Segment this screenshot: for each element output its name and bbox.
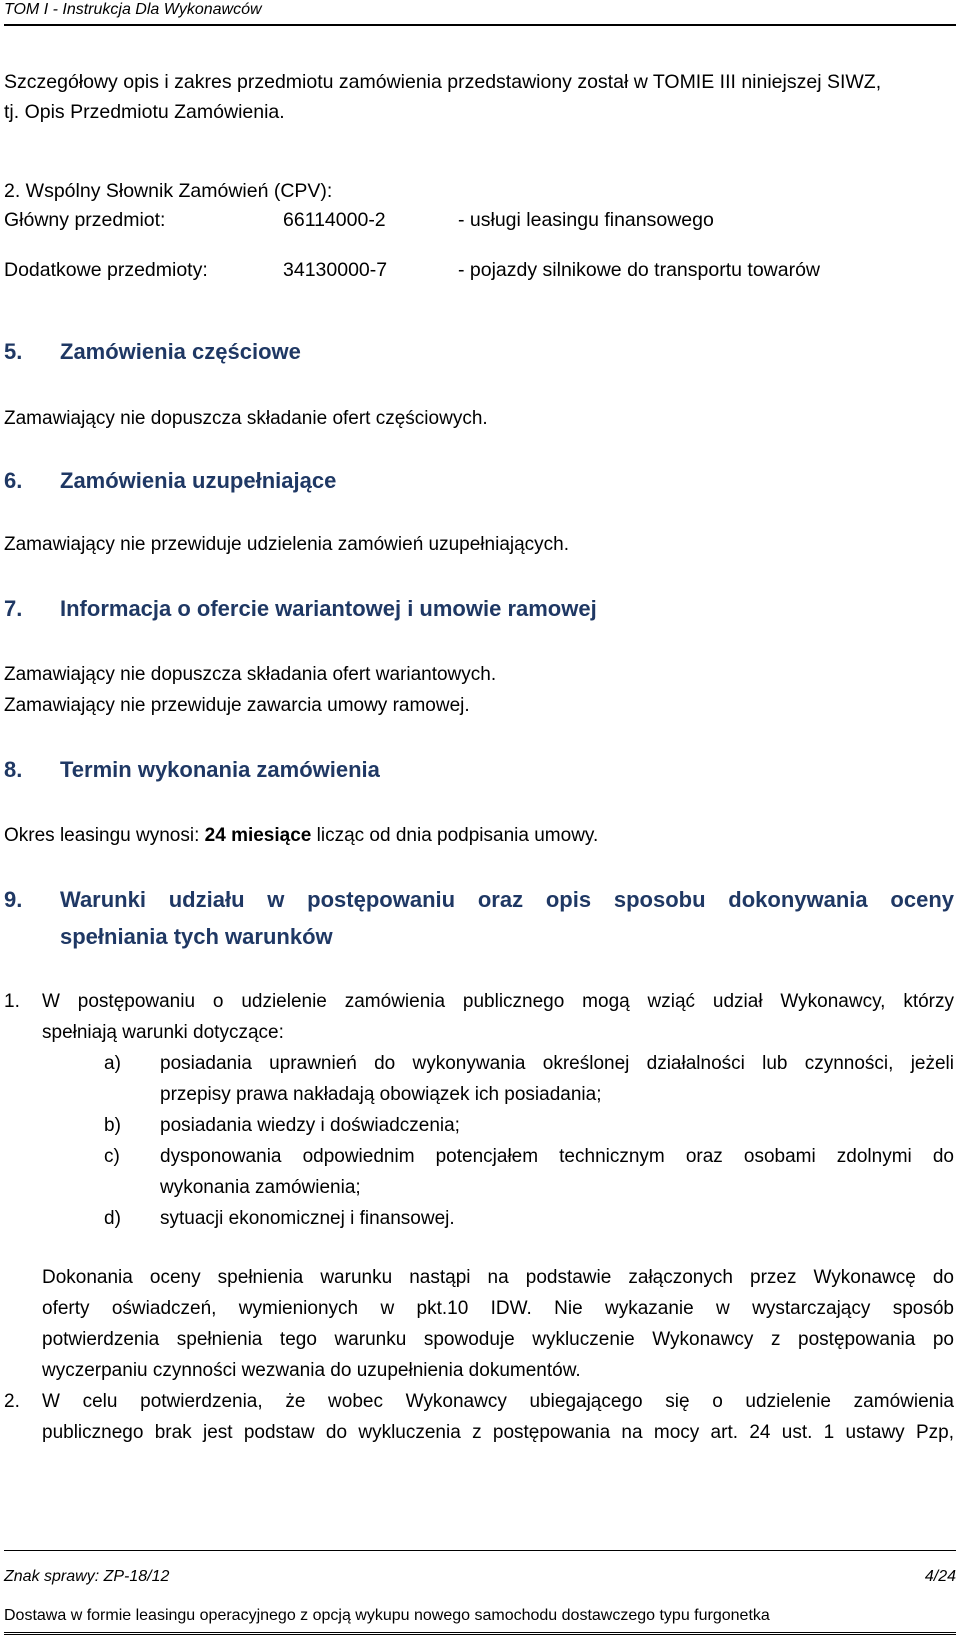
footer-case-number: Znak sprawy: ZP-18/12 xyxy=(4,1568,170,1585)
section-6-text: Zamawiający nie przewiduje udzielenia zamówień uzupełniających. xyxy=(4,534,570,555)
section-5-number: 5. xyxy=(4,339,23,364)
intro-line-1: Szczegółowy opis i zakres przedmiotu zamówienia przedstawiony został w TOMIE III niniejszej SIWZ, xyxy=(4,71,882,93)
condition-d-line-1: sytuacji ekonomicznej i finansowej. xyxy=(160,1208,455,1229)
condition-b-line-1: posiadania wiedzy i doświadczenia; xyxy=(160,1115,460,1136)
section-7-text-1: Zamawiający nie dopuszcza składania ofert wariantowych. xyxy=(4,664,497,685)
cpv-main-desc: - usługi leasingu finansowego xyxy=(458,209,714,231)
lease-term-prefix: Okres leasingu wynosi: xyxy=(4,825,205,846)
section-8-number: 8. xyxy=(4,757,23,782)
cpv-extra-code: 34130000-7 xyxy=(283,259,388,281)
section-5-title: Zamówienia częściowe xyxy=(60,339,301,364)
condition-c-letter: c) xyxy=(104,1146,120,1167)
footer-rule xyxy=(4,1550,956,1551)
assessment-line-1: Dokonania oceny spełnienia warunku nastąpi na podstawie załączonych przez Wykonawcę do xyxy=(42,1267,954,1288)
section-7-number: 7. xyxy=(4,596,23,621)
section-7-text-2: Zamawiający nie przewiduje zawarcia umowy ramowej. xyxy=(4,695,470,716)
point-1-number: 1. xyxy=(4,991,20,1012)
point-1-line-1: W postępowaniu o udzielenie zamówienia publicznego mogą wziąć udział Wykonawcy, którzy xyxy=(42,991,954,1012)
condition-d-letter: d) xyxy=(104,1208,121,1229)
section-9-title-line-1: Warunki udziału w postępowaniu oraz opis sposobu dokonywania oceny xyxy=(60,887,954,912)
cpv-main-label: Główny przedmiot: xyxy=(4,209,166,231)
cpv-main-code: 66114000-2 xyxy=(283,209,386,231)
assessment-line-2: oferty oświadczeń, wymienionych w pkt.10 IDW. Nie wykazanie w wystarczający sposób xyxy=(42,1298,954,1319)
section-9-number: 9. xyxy=(4,887,23,912)
intro-line-2: tj. Opis Przedmiotu Zamówienia. xyxy=(4,101,285,123)
section-7-title: Informacja o ofercie wariantowej i umowie ramowej xyxy=(60,596,597,621)
point-2-number: 2. xyxy=(4,1391,20,1412)
header-title: TOM I - Instrukcja Dla Wykonawców xyxy=(4,1,262,18)
condition-c-line-2: wykonania zamówienia; xyxy=(160,1177,361,1198)
section-6-number: 6. xyxy=(4,468,23,493)
point-1-line-2: spełniają warunki dotyczące: xyxy=(42,1022,284,1043)
cpv-extra-desc: - pojazdy silnikowe do transportu towarów xyxy=(458,259,821,281)
section-9-title-line-2: spełniania tych warunków xyxy=(60,924,333,949)
cpv-heading: 2. Wspólny Słownik Zamówień (CPV): xyxy=(4,180,333,202)
lease-term-suffix: licząc od dnia podpisania umowy. xyxy=(311,825,599,846)
condition-a-line-2: przepisy prawa nakładają obowiązek ich posiadania; xyxy=(160,1084,602,1105)
condition-a-line-1: posiadania uprawnień do wykonywania określonej działalności lub czynności, jeżeli xyxy=(160,1053,954,1074)
footer-description: Dostawa w formie leasingu operacyjnego z opcją wykupu nowego samochodu dostawczego typu furgonetka xyxy=(4,1607,770,1624)
section-5-text: Zamawiający nie dopuszcza składanie ofert częściowych. xyxy=(4,408,488,429)
condition-a-letter: a) xyxy=(104,1053,121,1074)
page-header xyxy=(4,0,956,26)
section-8-text xyxy=(4,824,598,848)
footer-page-number: 4/24 xyxy=(924,1568,956,1585)
point-2-line-2: publicznego brak jest podstaw do wykluczenia z postępowania na mocy art. 24 ust. 1 ustawy Pzp, xyxy=(42,1422,954,1443)
condition-b-letter: b) xyxy=(104,1115,121,1136)
point-2-line-1: W celu potwierdzenia, że wobec Wykonawcy ubiegającego się o udzielenie zamówienia xyxy=(42,1391,954,1412)
lease-term-value: 24 miesiące xyxy=(204,825,312,846)
condition-c-line-1: dysponowania odpowiednim potencjałem technicznym oraz osobami zdolnymi do xyxy=(160,1146,954,1167)
assessment-line-3: potwierdzenia spełnienia tego warunku spowoduje wykluczenie Wykonawcy z postępowania po xyxy=(42,1329,954,1350)
section-8-title: Termin wykonania zamówienia xyxy=(60,757,380,782)
assessment-line-4: wyczerpaniu czynności wezwania do uzupełnienia dokumentów. xyxy=(42,1360,581,1381)
section-6-title: Zamówienia uzupełniające xyxy=(60,468,337,493)
cpv-extra-label: Dodatkowe przedmioty: xyxy=(4,259,208,281)
footer-double-rule xyxy=(4,1632,956,1635)
